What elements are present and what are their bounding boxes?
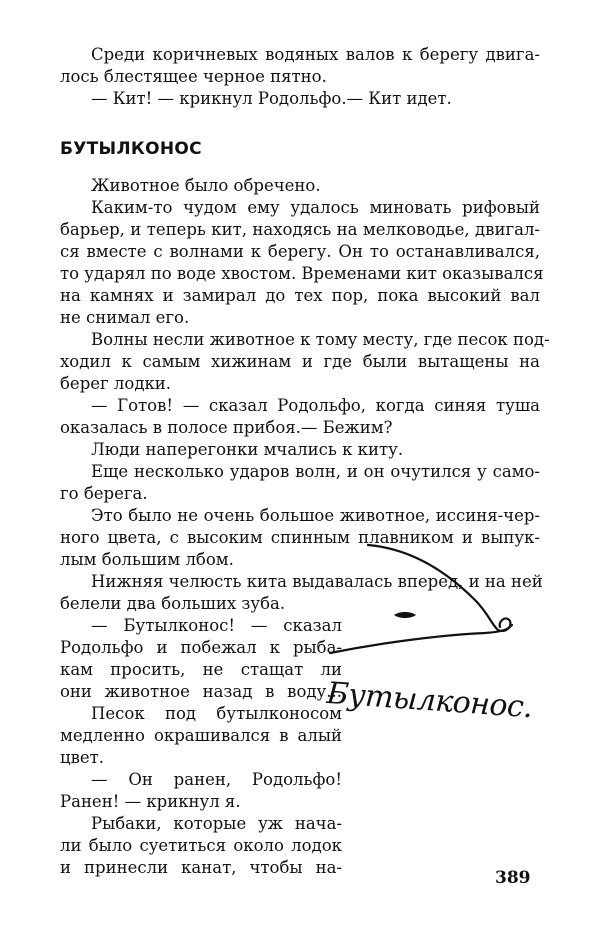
text-line: го берега. <box>60 484 148 503</box>
text-line: и принесли канат, чтобы на- <box>60 858 342 877</box>
text-line: не снимал его. <box>60 308 190 327</box>
text-line: Родольфо и побежал к рыба- <box>60 638 342 657</box>
text-line: барьер, и теперь кит, находясь на мелководье, двигал- <box>60 220 540 239</box>
text-line: ся вместе с волнами к берегу. Он то останавливался, <box>60 242 540 261</box>
text-line: Животное было обречено. <box>91 176 321 195</box>
text-line: Песок под бутылконосом <box>91 704 342 723</box>
text-line: белели два больших зуба. <box>60 594 286 613</box>
text-line: — Готов! — сказал Родольфо, когда синяя туша <box>91 396 540 415</box>
text-line: ли было суетиться около лодок <box>60 836 342 855</box>
text-line: Нижняя челюсть кита выдавалась вперед, и на ней <box>91 572 543 591</box>
text-line: Еще несколько ударов волн, и он очутился у само- <box>91 462 540 481</box>
illustration-caption: Бутылконос. <box>325 676 534 726</box>
text-line: они животное назад в воду... <box>60 682 342 701</box>
text-line: Люди наперегонки мчались к киту. <box>91 440 404 459</box>
text-line: лось блестящее черное пятно. <box>60 67 327 86</box>
text-line: — Он ранен, Родольфо! <box>91 770 342 789</box>
text-line: ходил к самым хижинам и где были вытащены на <box>60 352 540 371</box>
section-title: БУТЫЛКОНОС <box>60 139 202 159</box>
text-line: Волны несли животное к тому месту, где песок под- <box>91 330 550 349</box>
text-line: ного цвета, с высоким спинным плавником и выпук- <box>60 528 540 547</box>
text-line: Каким-то чудом ему удалось миновать рифовый <box>91 198 540 217</box>
text-line: медленно окрашивался в алый <box>60 726 342 745</box>
text-line: цвет. <box>60 748 105 767</box>
text-line: кам просить, не стащат ли <box>60 660 342 679</box>
text-line: то ударял по воде хвостом. Временами кит оказывался <box>60 264 544 283</box>
text-line: оказалась в полосе прибоя.— Бежим? <box>60 418 393 437</box>
text-line: Среди коричневых водяных валов к берегу двига- <box>91 45 540 64</box>
text-line: лым большим лбом. <box>60 550 234 569</box>
text-line: Это было не очень большое животное, иссиня-чер- <box>91 506 540 525</box>
text-line: — Бутылконос! — сказал <box>91 616 342 635</box>
text-line: берег лодки. <box>60 374 172 393</box>
text-line: на камнях и замирал до тех пор, пока высокий вал <box>60 286 540 305</box>
text-line: Рыбаки, которые уж нача- <box>91 814 342 833</box>
text-line: — Кит! — крикнул Родольфо.— Кит идет. <box>91 89 452 108</box>
page-number: 389 <box>495 868 531 888</box>
text-line: Ранен! — крикнул я. <box>60 792 241 811</box>
